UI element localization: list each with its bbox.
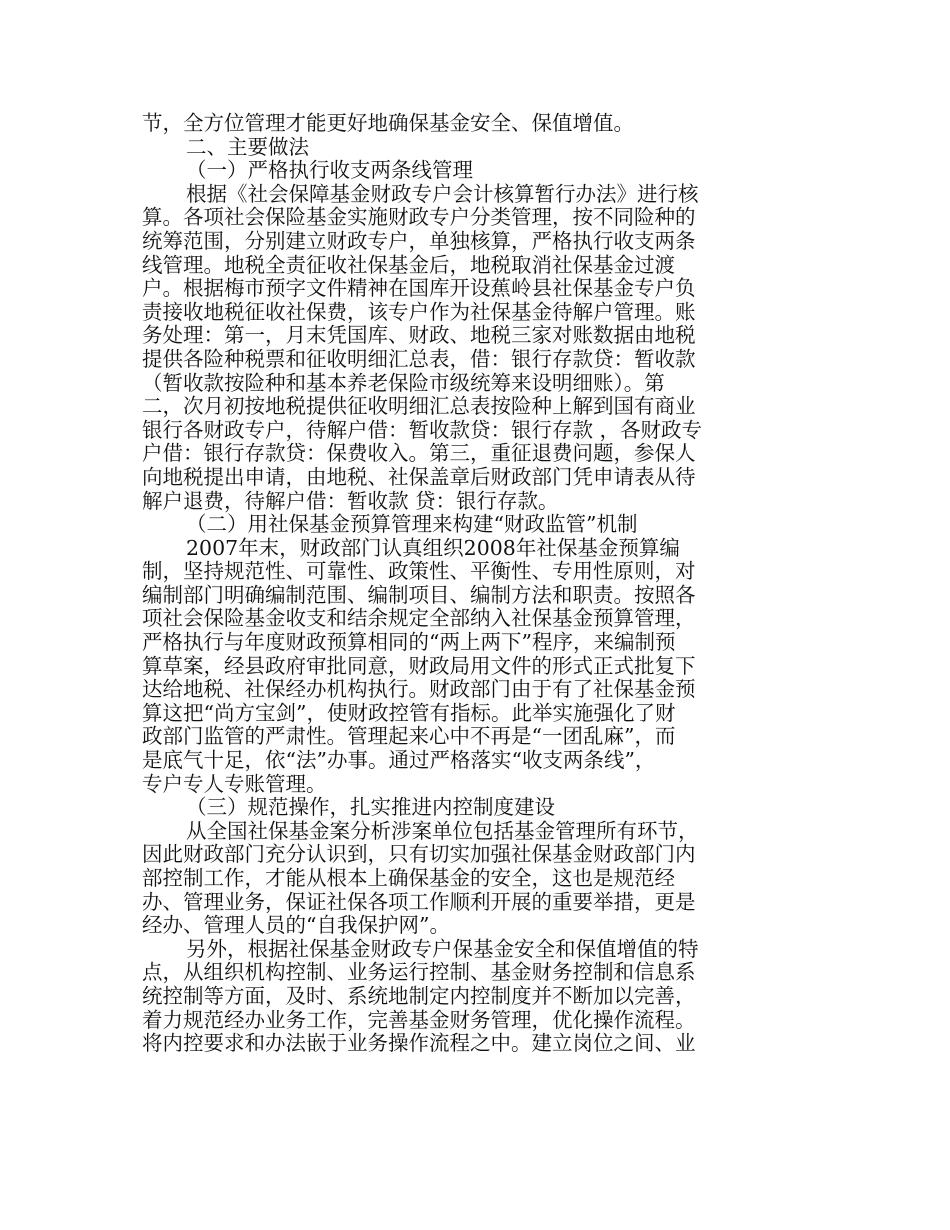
text-line: 算这把“尚方宝剑”，使财政控管有指标。此举实施强化了财 <box>142 700 676 725</box>
text-line: （二）用社保基金预算管理来构建“财政监管”机制 <box>186 512 638 537</box>
text-line: 制，坚持规范性、可靠性、政策性、平衡性、专用性原则，对 <box>142 559 696 584</box>
text-line: 户借：银行存款贷：保费收入。第三，重征退费问题，参保人 <box>142 441 696 466</box>
text-line: 因此财政部门充分认识到，只有切实加强社保基金财政部门内 <box>142 842 696 867</box>
text-line: 算草案，经县政府审批同意，财政局用文件的形式正式批复下 <box>142 653 696 678</box>
text-line: （三）规范操作，扎实推进内控制度建设 <box>186 795 555 820</box>
text-line: 着力规范经办业务工作，完善基金财务管理，优化操作流程。 <box>142 1007 696 1032</box>
text-line: 责接收地税征收社保费，该专户作为社保基金待解户管理。账 <box>142 299 696 324</box>
text-line: 政部门监管的严肃性。管理起来心中不再是“一团乱麻”，而 <box>142 724 676 749</box>
text-line: 提供各险种税票和征收明细汇总表，借：银行存款贷：暂收款 <box>142 346 696 371</box>
text-line: 统筹范围，分别建立财政专户，单独核算，严格执行收支两条 <box>142 228 696 253</box>
text-line: 算。各项社会保险基金实施财政专户分类管理，按不同险种的 <box>142 205 696 230</box>
text-line: 务处理：第一，月末凭国库、财政、地税三家对账数据由地税 <box>142 323 696 348</box>
text-line: 达给地税、社保经办机构执行。财政部门由于有了社保基金预 <box>142 677 696 702</box>
text-line: 点，从组织机构控制、业务运行控制、基金财务控制和信息系 <box>142 960 696 985</box>
text-line: 另外，根据社保基金财政专户保基金安全和保值增值的特 <box>186 936 699 961</box>
text-line: 办、管理业务，保证社保各项工作顺利开展的重要举措，更是 <box>142 889 696 914</box>
text-line: 二，次月初按地税提供征收明细汇总表按险种上解到国有商业 <box>142 394 696 419</box>
text-line: （一）严格执行收支两条线管理 <box>186 158 473 183</box>
text-line: 户。根据梅市预字文件精神在国库开设蕉岭县社保基金专户负 <box>142 276 696 301</box>
text-line: 节，全方位管理才能更好地确保基金安全、保值增值。 <box>142 111 634 135</box>
text-line: 编制部门明确编制范围、编制项目、编制方法和职责。按照各 <box>142 582 696 607</box>
document-body <box>142 112 742 1056</box>
text-line: 统控制等方面，及时、系统地制定内控制度并不断加以完善， <box>142 983 696 1008</box>
text-line: 根据《社会保障基金财政专户会计核算暂行办法》进行核 <box>186 181 699 206</box>
text-line: 是底气十足，依“法”办事。通过严格落实“收支两条线”， <box>142 748 656 773</box>
text-line: 将内控要求和办法嵌于业务操作流程之中。建立岗位之间、业 <box>142 1031 696 1056</box>
text-line: 专户专人专账管理。 <box>142 771 327 796</box>
text-line: 解户退费，待解户借：暂收款 贷：银行存款。 <box>142 488 559 513</box>
text-line: （暂收款按险种和基本养老保险市级统筹来设明细账）。第 <box>142 370 665 395</box>
text-line: 银行各财政专户，待解户借：暂收款贷：银行存款 ，各财政专 <box>142 417 703 442</box>
text-line: 向地税提出申请，由地税、社保盖章后财政部门凭申请表从待 <box>142 464 696 489</box>
text-line: 项社会保险基金收支和结余规定全部纳入社保基金预算管理， <box>142 606 696 631</box>
text-line: 2007年末，财政部门认真组织2008年社保基金预算编 <box>186 535 680 560</box>
text-line: 从全国社保基金案分析涉案单位包括基金管理所有环节， <box>186 818 699 843</box>
text-line: 部控制工作，才能从根本上确保基金的安全，这也是规范经 <box>142 866 675 890</box>
text-line: 二、主要做法 <box>186 134 309 159</box>
text-line: 严格执行与年度财政预算相同的“两上两下”程序，来编制预 <box>142 630 676 655</box>
text-line: 经办、管理人员的“自我保护网”。 <box>142 913 450 938</box>
text-line: 线管理。地税全责征收社保基金后，地税取消社保基金过渡 <box>142 252 675 277</box>
